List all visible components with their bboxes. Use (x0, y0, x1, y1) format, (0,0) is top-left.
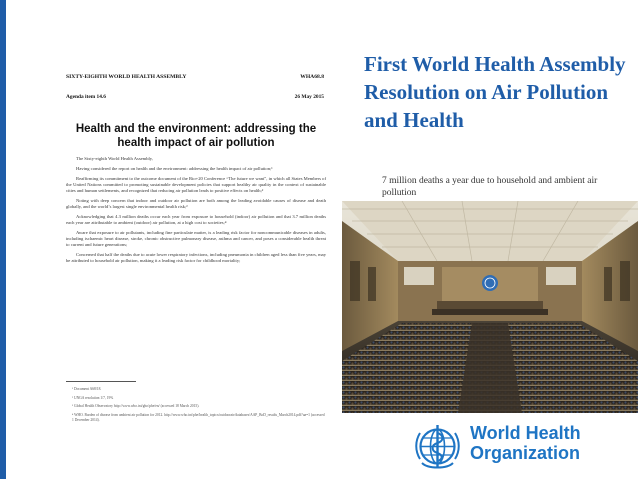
assembly-hall-photo (342, 201, 638, 413)
footnote: ⁴ WHO. Burden of disease from ambient air pollution for 2012. http://www.who.int/phe/health_topics/outdoorair/databases/AAP_BoD_results_March2014.pdf?ua=1 (accessed 1 December 2014). (72, 412, 325, 423)
document-header (66, 74, 324, 80)
footnote: ² UNGA resolution 1/7, 19% (72, 395, 114, 400)
document-paragraph: Having considered the report on health and the environment: addressing the health impact of air pollution;¹ (76, 166, 273, 171)
agenda-item: Agenda item 14.6 (66, 94, 106, 100)
document-paragraph: Concerned that half the deaths due to acute lower respiratory infections, including pneumonia in children aged less than five years, may be attributed to household air pollution, making it a leading risk factor for childhood mortality; (66, 252, 326, 263)
document-paragraph: The Sixty-eighth World Health Assembly, (76, 156, 153, 161)
document-date: 26 May 2015 (294, 94, 324, 100)
who-wordmark (470, 423, 581, 463)
slide-subtext: 7 million deaths a year due to household and ambient air pollution (382, 176, 598, 198)
document-agenda-line (66, 94, 324, 100)
document-paragraph: Noting with deep concern that indoor and outdoor air pollution are both among the leading avoidable causes of disease and death globally, and the world’s largest single environmental health risk;³ (66, 198, 326, 209)
document-footnotes (72, 387, 326, 427)
resolution-document (46, 60, 346, 479)
who-logo (410, 417, 638, 479)
who-wordmark-line: Organization (470, 443, 581, 463)
who-emblem-icon (410, 419, 465, 474)
document-paragraph: Reaffirming its commitment to the outcome document of the Rio+20 Conference “The future we want”, in which all States Members of the United Nations committed to promoting sustainable development policies that support healthy air quality in the context of sustainable cities and human settlements, and recognized that reducing air pollution leads to positive effects on health;² (66, 176, 326, 193)
document-paragraph: Aware that exposure to air pollutants, including fine particulate matter, is a leading risk factor for noncommunicable diseases in adults, including ischaemic heart disease, stroke, chronic obstructive pulmonary disease, asthma and cancer, and poses a considerable health threat to current and future generations; (66, 230, 326, 247)
assembly-name: SIXTY-EIGHTH WORLD HEALTH ASSEMBLY (66, 74, 187, 80)
footnote: ³ Global Health Observatory http://www.who.int/gho/phe/en/ (accessed 18 March 2015). (72, 404, 200, 409)
document-paragraph: Acknowledging that 4.3 million deaths occur each year from exposure to household (indoor) air pollution and that 3.7 million deaths each year are attributable to ambient (outdoor) air pollution, at a high cost to societies;⁴ (66, 214, 326, 225)
slide-headline: First World Health Assembly Resolution on Air Pollution and Health (364, 52, 626, 132)
who-wordmark-line: World Health (470, 423, 581, 443)
resolution-code: WHA68.8 (300, 74, 324, 80)
footnote: ¹ Document A68/18. (72, 387, 102, 391)
document-title: Health and the environment: addressing the health impact of air pollution (75, 123, 317, 149)
document-body (66, 156, 326, 268)
left-accent-bar (0, 0, 6, 479)
footnote-divider (66, 381, 136, 382)
